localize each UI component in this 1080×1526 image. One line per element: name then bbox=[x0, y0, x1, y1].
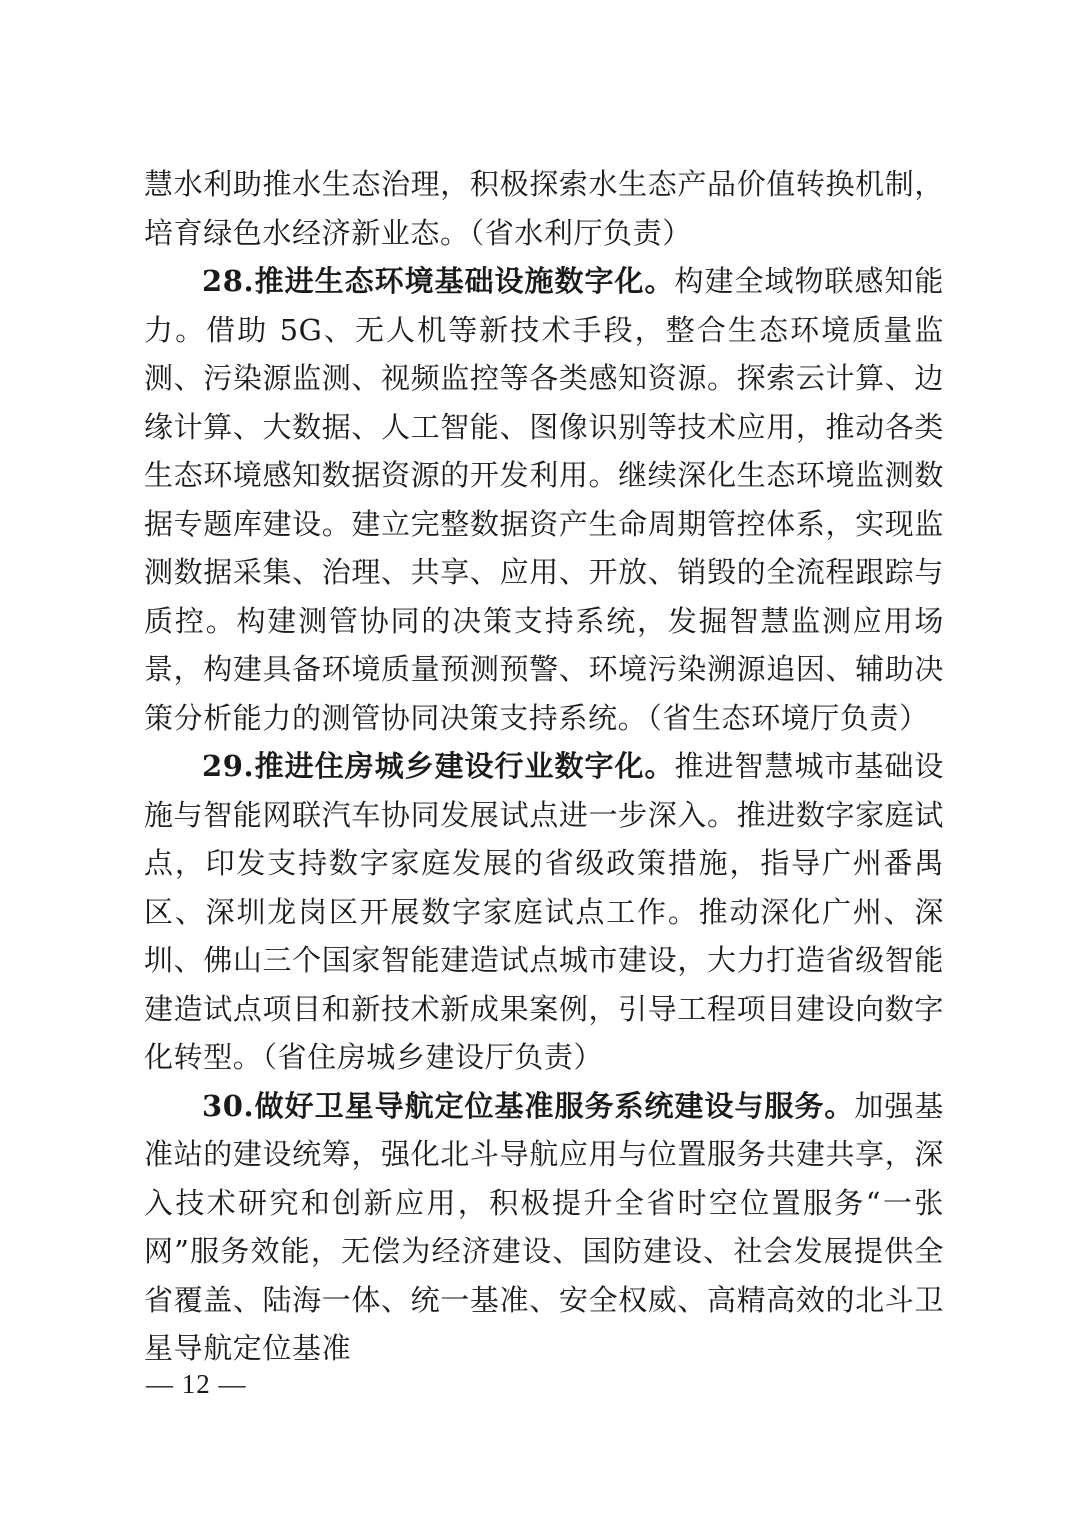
paragraph-item-28 bbox=[144, 257, 944, 742]
document-page bbox=[144, 160, 944, 1373]
page-number: — 12 — bbox=[146, 1369, 247, 1399]
paragraph-continuation bbox=[144, 160, 944, 257]
paragraph-body: 慧水利助推水生态治理，积极探索水生态产品价值转换机制，培育绿色水经济新业态。（省水利厅负责） bbox=[144, 167, 944, 250]
paragraph-heading: 30.做好卫星导航定位基准服务系统建设与服务。 bbox=[202, 1088, 855, 1123]
paragraph-heading: 29.推进住房城乡建设行业数字化。 bbox=[202, 749, 675, 783]
paragraph-item-29 bbox=[144, 742, 944, 1082]
paragraph-body: 推进智慧城市基础设施与智能网联汽车协同发展试点进一步深入。推进数字家庭试点，印发支持数字家庭发展的省级政策措施，指导广州番禺区、深圳龙岗区开展数字家庭试点工作。推动深化广州、深圳、佛山三个国家智能建造试点城市建设，大力打造省级智能建造试点项目和新技术新成果案例，引导工程项目建设向数字化转型。（省住房城乡建设厅负责） bbox=[144, 749, 944, 1074]
paragraph-heading: 28.推进生态环境基础设施数字化。 bbox=[202, 264, 675, 298]
paragraph-item-30 bbox=[144, 1082, 944, 1373]
paragraph-body: 构建全域物联感知能力。借助 5G、无人机等新技术手段，整合生态环境质量监测、污染源监测、视频监控等各类感知资源。探索云计算、边缘计算、大数据、人工智能、图像识别等技术应用，推动各类生态环境感知数据资源的开发利用。继续深化生态环境监测数据专题库建设。建立完整数据资产生命周期管控体系，实现监测数据采集、治理、共享、应用、开放、销毁的全流程跟踪与质控。构建测管协同的决策支持系统，发掘智慧监测应用场景，构建具备环境质量预测预警、环境污染溯源追因、辅助决策分析能力的测管协同决策支持系统。（省生态环境厅负责） bbox=[144, 264, 944, 735]
paragraph-body: 加强基准站的建设统筹，强化北斗导航应用与位置服务共建共享，深入技术研究和创新应用，积极提升全省时空位置服务“一张网”服务效能，无偿为经济建设、国防建设、社会发展提供全省覆盖、陆海一体、统一基准、安全权威、高精高效的北斗卫星导航定位基准 bbox=[144, 1088, 944, 1365]
